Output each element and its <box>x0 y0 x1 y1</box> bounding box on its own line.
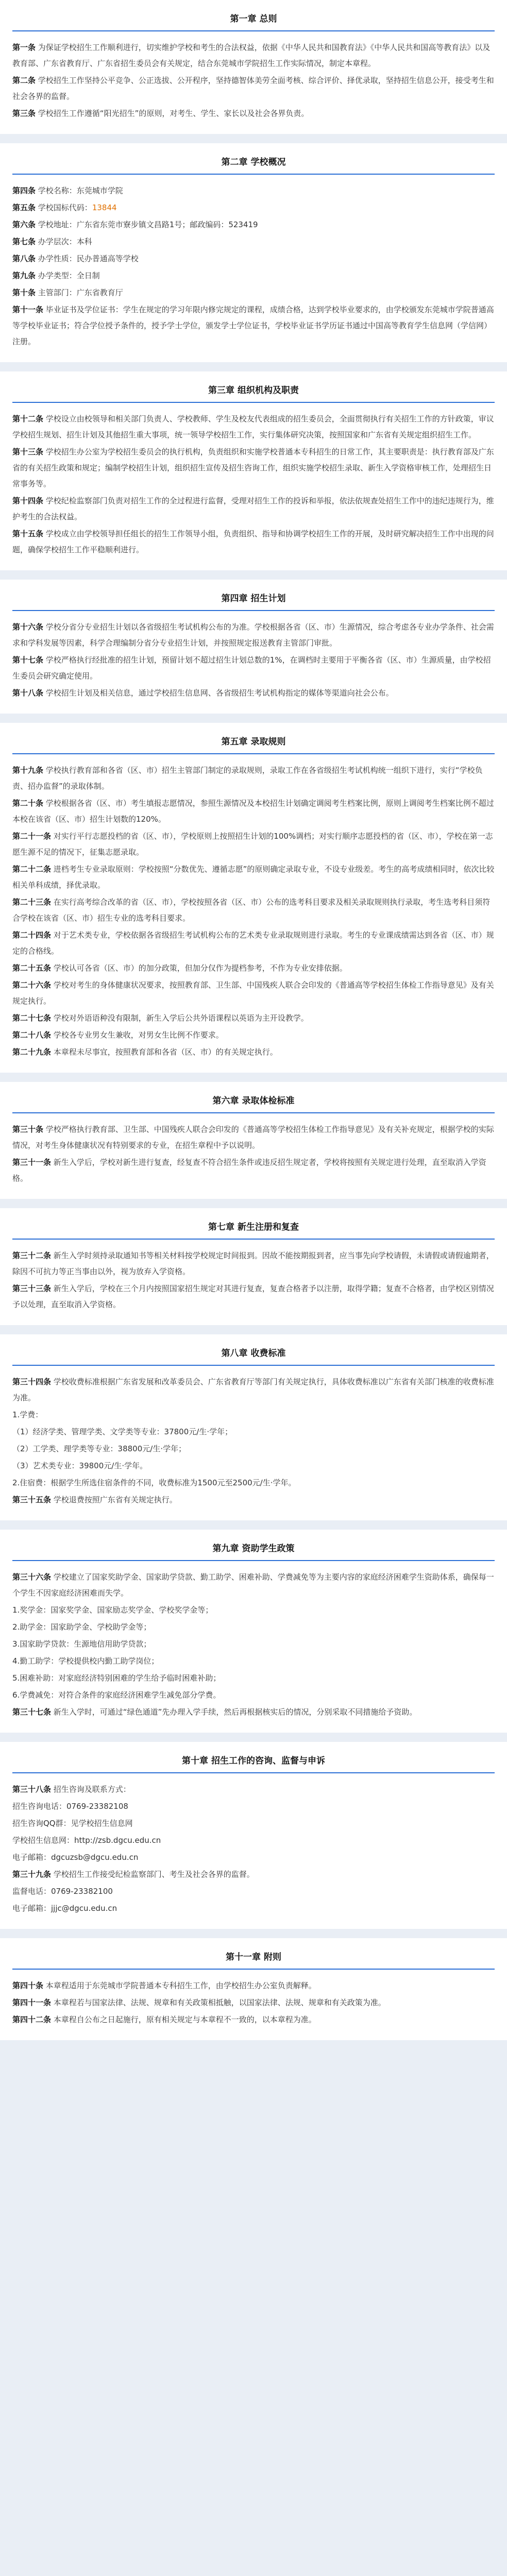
article-paragraph <box>12 1407 495 1423</box>
chapter-header <box>12 580 495 619</box>
article-paragraph <box>12 1569 495 1601</box>
article-paragraph <box>12 1027 495 1043</box>
article-number: 第三十六条 <box>12 1572 52 1582</box>
article-number: 第四十一条 <box>12 1998 52 2007</box>
article-text: （2）工学类、理学类等专业：38800元/生·学年； <box>12 1444 187 1453</box>
article-number: 第二十五条 <box>12 963 52 973</box>
chapter-section <box>0 1082 507 1199</box>
chapter-section <box>0 1742 507 1929</box>
article-paragraph <box>12 828 495 860</box>
article-number: 第七条 <box>12 237 36 246</box>
article-text: 毕业证书及学位证书：学生在规定的学习年限内修完规定的课程，成绩合格，达到学校毕业要求的，由学校颁发东莞城市学院普通高等学校毕业证书；符合学位授予条件的，授予学士学位，颁发学士学位证书，学校毕业证书学历证书通过中国高等教育学生信息网（学信网）注册。 <box>12 305 494 346</box>
article-paragraph <box>12 1978 495 1994</box>
article-number: 第三十二条 <box>12 1251 52 1260</box>
article-paragraph <box>12 217 495 233</box>
article-text: 5.困难补助：对家庭经济特别困难的学生给予临时困难补助； <box>12 1673 221 1683</box>
article-paragraph <box>12 1704 495 1720</box>
article-text: 招生咨询电话：0769-23382108 <box>12 1802 128 1811</box>
article-text: 学校名称：东莞城市学院 <box>38 186 123 195</box>
article-text: 4.勤工助学：学校提供校内勤工助学岗位； <box>12 1656 159 1666</box>
article-paragraph <box>12 1155 495 1187</box>
article-paragraph <box>12 1867 495 1883</box>
chapter-section <box>0 1938 507 2040</box>
chapter-header <box>12 0 495 40</box>
article-paragraph <box>12 2012 495 2028</box>
article-number: 第八条 <box>12 254 36 263</box>
chapter-divider <box>12 174 495 175</box>
article-paragraph <box>12 268 495 284</box>
article-number: 第十条 <box>12 288 36 297</box>
article-paragraph <box>12 40 495 72</box>
article-text: 1.学费： <box>12 1410 43 1419</box>
chapter-header <box>12 1742 495 1782</box>
article-text: 办学性质：民办普通高等学校 <box>38 254 139 263</box>
article-number: 第三十条 <box>12 1125 44 1134</box>
article-number: 第十二条 <box>12 414 44 423</box>
chapter-section <box>0 1334 507 1520</box>
article-paragraph <box>12 1833 495 1849</box>
article-paragraph <box>12 861 495 893</box>
article-text: 进档考生专业录取原则：学校按照“分数优先、遵循志愿”的原则确定录取专业，不设专业级差。考生的高考成绩相同时，依次比较相关单科成绩，择优录取。 <box>12 865 495 890</box>
article-paragraph <box>12 493 495 525</box>
article-paragraph <box>12 1281 495 1313</box>
article-paragraph <box>12 1884 495 1900</box>
article-number: 第三十一条 <box>12 1158 52 1167</box>
article-text: 学校严格执行教育部、卫生部、中国残疾人联合会印发的《普通高等学校招生体检工作指导意见》及有关补充规定，根据学校的实际情况，对考生身体健康状况有特别要求的专业，在招生章程中予以说明。 <box>12 1125 494 1150</box>
article-paragraph <box>12 1475 495 1491</box>
article-text: 1.奖学金：国家奖学金、国家励志奖学金、学校奖学金等； <box>12 1605 213 1615</box>
article-paragraph <box>12 1010 495 1026</box>
article-text: 电子邮箱：jjjc@dgcu.edu.cn <box>12 1904 117 1913</box>
article-number: 第二十条 <box>12 799 44 808</box>
article-paragraph <box>12 285 495 301</box>
article-text: 学校各专业男女生兼收，对男女生比例不作要求。 <box>53 1030 224 1040</box>
article-paragraph <box>12 1782 495 1798</box>
article-text: 学校对考生的身体健康状况要求，按照教育部、卫生部、中国残疾人联合会印发的《普通高等学校招生体检工作指导意见》及有关规定执行。 <box>12 980 494 1006</box>
article-text: 新生入学后，学校对新生进行复查，经复查不符合招生条件或违反招生规定者，学校将按照有关规定进行处理，直至取消入学资格。 <box>12 1158 486 1183</box>
article-number: 第二十二条 <box>12 865 52 874</box>
article-paragraph <box>12 526 495 558</box>
article-text: 3.国家助学贷款：生源地信用助学贷款； <box>12 1639 151 1649</box>
article-text: 新生入学后，学校在三个月内按照国家招生规定对其进行复查，复查合格者予以注册，取得学籍；复查不合格者，由学校区别情况予以处理，直至取消入学资格。 <box>12 1284 494 1309</box>
article-number: 第二条 <box>12 76 36 85</box>
chapter-header <box>12 1082 495 1122</box>
article-number: 第三十五条 <box>12 1495 52 1504</box>
article-text: 在实行高考综合改革的省（区、市），学校按照各省（区、市）公布的选考科目要求及相关录取规则执行录取，考生选考科目须符合学校在该省（区、市）招生专业的选考科目要求。 <box>12 897 491 923</box>
article-paragraph <box>12 411 495 443</box>
article-text: 为保证学校招生工作顺利进行，切实维护学校和考生的合法权益，依据《中华人民共和国教育法》《中华人民共和国高等教育法》以及教育部、广东省教育厅、广东省招生委员会有关规定，结合东莞城市学院招生工作实际情况，制定本章程。 <box>12 43 491 68</box>
article-text: 学校设立由校领导和相关部门负责人、学校教师、学生及校友代表组成的招生委员会，全面贯彻执行有关招生工作的方针政策，审议学校招生规划、招生计划及其他招生重大事项，统一领导学校招生工作，实行集体研究决策，按照国家和广东省有关规定组织招生工作。 <box>12 414 494 439</box>
article-paragraph <box>12 73 495 105</box>
article-number: 第三十七条 <box>12 1707 52 1717</box>
article-text: 监督电话：0769-23382100 <box>12 1887 113 1896</box>
chapter-divider <box>12 1239 495 1240</box>
chapter-section <box>0 723 507 1073</box>
chapter-header <box>12 723 495 762</box>
chapter-title: 第十一章 附则 <box>226 1952 281 1962</box>
chapter-header <box>12 143 495 183</box>
article-text: 本章程适用于东莞城市学院普通本专科招生工作，由学校招生办公室负责解释。 <box>45 1981 316 1990</box>
article-paragraph <box>12 183 495 199</box>
chapter-title: 第三章 组织机构及职责 <box>208 385 299 396</box>
article-text: 对于艺术类专业，学校依据各省级招生考试机构公布的艺术类专业录取规则进行录取。考生的专业课成绩需达到各省（区、市）规定的合格线。 <box>12 930 494 956</box>
article-paragraph <box>12 1901 495 1917</box>
article-paragraph <box>12 1653 495 1669</box>
chapter-divider <box>12 402 495 403</box>
article-paragraph <box>12 251 495 267</box>
chapter-divider <box>12 1112 495 1113</box>
article-text: （3）艺术类专业：39800元/生·学年。 <box>12 1461 148 1470</box>
article-number: 第九条 <box>12 271 36 280</box>
chapter-title: 第四章 招生计划 <box>221 594 286 604</box>
article-text: 学校严格执行经批准的招生计划，预留计划不超过招生计划总数的1%，在调档时主要用于平衡各省（区、市）生源质量，由学校招生委员会研究确定使用。 <box>12 655 491 681</box>
article-paragraph <box>12 762 495 794</box>
chapter-section <box>0 371 507 570</box>
article-text: 学校招生信息网：http://zsb.dgcu.edu.cn <box>12 1836 161 1845</box>
article-number: 第十七条 <box>12 655 44 665</box>
article-text: 6.学费减免：对符合条件的家庭经济困难学生减免部分学费。 <box>12 1690 221 1700</box>
article-text: 学校根据各省（区、市）考生填报志愿情况，参照生源情况及本校招生计划确定调阅考生档案比例，原则上调阅考生档案比例不超过本校在该省（区、市）招生计划数的120%。 <box>12 799 494 824</box>
article-text: 主管部门：广东省教育厅 <box>38 288 123 297</box>
article-text: 办学层次：本科 <box>38 237 92 246</box>
article-text: 学校成立由学校领导担任组长的招生工作领导小组，负责组织、指导和协调学校招生工作的开展，及时研究解决招生工作中出现的问题，确保学校招生工作平稳顺利进行。 <box>12 529 494 554</box>
article-text: 学校认可各省（区、市）的加分政策，但加分仅作为提档参考，不作为专业安排依据。 <box>53 963 347 973</box>
article-number: 第十六条 <box>12 622 44 632</box>
article-text: 2.助学金：国家助学金、学校助学金等； <box>12 1622 151 1632</box>
article-paragraph <box>12 302 495 350</box>
chapter-divider <box>12 753 495 754</box>
article-paragraph <box>12 1995 495 2011</box>
article-number: 第二十三条 <box>12 897 52 907</box>
chapter-header <box>12 1938 495 1978</box>
article-text: （1）经济学类、管理学类、文学类等专业：37800元/生·学年； <box>12 1427 233 1436</box>
article-text: 对实行平行志愿投档的省（区、市），学校原则上按照招生计划的100%调档；对实行顺序志愿投档的省（区、市），学校在第一志愿生源不足的情况下，征集志愿录取。 <box>12 832 493 857</box>
chapter-header <box>12 1334 495 1374</box>
article-paragraph <box>12 1602 495 1618</box>
article-paragraph <box>12 685 495 701</box>
chapter-title: 第九章 资助学生政策 <box>212 1544 295 1554</box>
article-paragraph <box>12 1441 495 1457</box>
article-text: 招生咨询及联系方式： <box>53 1785 131 1794</box>
chapter-title: 第五章 录取规则 <box>221 737 286 747</box>
article-paragraph <box>12 234 495 250</box>
article-text: 新生入学时须持录取通知书等相关材料按学校规定时间报到。因故不能按期报到者，应当事先向学校请假，未请假或请假逾期者，除因不可抗力等正当事由以外，视为放弃入学资格。 <box>12 1251 494 1276</box>
chapter-title: 第六章 录取体检标准 <box>212 1096 295 1106</box>
article-text: 本章程未尽事宜，按照教育部和各省（区、市）的有关规定执行。 <box>53 1047 278 1057</box>
article-paragraph <box>12 1687 495 1703</box>
article-paragraph <box>12 1670 495 1686</box>
article-number: 第二十六条 <box>12 980 52 990</box>
article-paragraph <box>12 977 495 1009</box>
article-text: 电子邮箱：dgcuzsb@dgcu.edu.cn <box>12 1853 139 1862</box>
chapter-title: 第八章 收费标准 <box>221 1348 286 1359</box>
article-paragraph <box>12 1424 495 1440</box>
article-text: 学校纪检监察部门负责对招生工作的全过程进行监督，受理对招生工作的投诉和举报，依法依规查处招生工作中的违纪违规行为，维护考生的合法权益。 <box>12 496 494 521</box>
article-number: 第三十九条 <box>12 1870 52 1879</box>
article-text: 学校地址：广东省东莞市寮步镇文昌路1号；邮政编码：523419 <box>38 220 258 229</box>
article-number: 第十五条 <box>12 529 44 538</box>
article-text: 学校建立了国家奖助学金、国家助学贷款、勤工助学、困难补助、学费减免等为主要内容的家庭经济困难学生资助体系，确保每一个学生不因家庭经济困难而失学。 <box>12 1572 494 1598</box>
chapter-title: 第一章 总则 <box>230 14 277 24</box>
article-paragraph <box>12 960 495 976</box>
article-paragraph <box>12 619 495 651</box>
article-number: 第一条 <box>12 43 36 52</box>
article-number: 第二十七条 <box>12 1013 52 1023</box>
article-paragraph <box>12 444 495 492</box>
article-paragraph <box>12 1816 495 1832</box>
article-text: 学校退费按照广东省有关规定执行。 <box>53 1495 177 1504</box>
article-paragraph <box>12 1458 495 1474</box>
chapter-section <box>0 1530 507 1733</box>
chapter-divider <box>12 30 495 31</box>
article-number: 第三条 <box>12 109 36 118</box>
article-paragraph <box>12 894 495 926</box>
chapter-section <box>0 580 507 714</box>
article-number: 第十一条 <box>12 305 44 314</box>
article-text: 学校招生工作接受纪检监察部门、考生及社会各界的监督。 <box>53 1870 255 1879</box>
article-text: 学校招生工作遵循“阳光招生”的原则，对考生、学生、家长以及社会各界负责。 <box>38 109 309 118</box>
chapter-header <box>12 1530 495 1569</box>
article-paragraph <box>12 1636 495 1652</box>
article-number: 第二十四条 <box>12 930 52 940</box>
article-paragraph <box>12 1492 495 1508</box>
article-paragraph <box>12 1044 495 1060</box>
article-number: 第四条 <box>12 186 36 195</box>
chapter-header <box>12 371 495 411</box>
article-number: 第五条 <box>12 203 36 212</box>
article-number: 第四十二条 <box>12 2015 52 2024</box>
article-text: 学校对外语语种没有限制，新生入学后公共外语课程以英语为主开设教学。 <box>53 1013 309 1023</box>
article-text: 2.住宿费：根据学生所选住宿条件的不同，收费标准为1500元至2500元/生·学年。 <box>12 1478 296 1487</box>
article-text: 学校招生办公室为学校招生委员会的执行机构，负责组织和实施学校普通本专科招生的日常工作，其主要职责是：执行教育部及广东省的有关招生政策和规定；编制学校招生计划，组织招生宣传及招生咨询工作，组织实施学校招生录取、新生入学资格审核工作，处理招生日常事务等。 <box>12 447 494 488</box>
article-paragraph <box>12 106 495 122</box>
article-text: 学校招生工作坚持公平竞争、公正选拔、公开程序，坚持德智体美劳全面考核、综合评价、择优录取，坚持招生信息公开，接受考生和社会各界的监督。 <box>12 76 494 101</box>
chapter-divider <box>12 1560 495 1561</box>
article-paragraph <box>12 1122 495 1154</box>
chapter-divider <box>12 1772 495 1773</box>
article-paragraph <box>12 927 495 959</box>
article-number: 第三十四条 <box>12 1377 52 1386</box>
article-number: 第十八条 <box>12 688 44 698</box>
article-text: 学校招生计划及相关信息，通过学校招生信息网、各省级招生考试机构指定的媒体等渠道向社会公布。 <box>45 688 394 698</box>
article-text: 招生咨询QQ群：见学校招生信息网 <box>12 1819 133 1828</box>
article-paragraph <box>12 795 495 827</box>
article-paragraph <box>12 1248 495 1280</box>
article-paragraph <box>12 652 495 684</box>
article-number: 第二十八条 <box>12 1030 52 1040</box>
article-text: 学校国标代码： <box>38 203 92 212</box>
article-number: 第六条 <box>12 220 36 229</box>
article-text: 本章程若与国家法律、法规、规章和有关政策相抵触，以国家法律、法规、规章和有关政策为准。 <box>53 1998 386 2007</box>
chapter-section <box>0 143 507 362</box>
article-text: 本章程自公布之日起施行，原有相关规定与本章程不一致的，以本章程为准。 <box>53 2015 316 2024</box>
chapter-title: 第二章 学校概况 <box>221 157 286 167</box>
chapter-header <box>12 1208 495 1248</box>
article-number: 第二十一条 <box>12 832 52 841</box>
chapter-section <box>0 1208 507 1325</box>
chapter-title: 第七章 新生注册和复查 <box>208 1222 299 1232</box>
article-text: 学校分省分专业招生计划以各省级招生考试机构公布的为准。学校根据各省（区、市）生源情况，综合考虑各专业办学条件、社会需求和学科发展等因素，科学合理编制分省分专业招生计划，并按照规定报送教育主管部门审批。 <box>12 622 494 648</box>
article-number: 第十九条 <box>12 766 44 775</box>
article-number: 第三十八条 <box>12 1785 52 1794</box>
chapter-divider <box>12 1365 495 1366</box>
chapter-divider <box>12 1969 495 1970</box>
article-text: 新生入学时，可通过“绿色通道”先办理入学手续，然后再根据核实后的情况，分别采取不同措施给予资助。 <box>53 1707 417 1717</box>
highlight-text: 13844 <box>92 203 117 212</box>
article-number: 第四十条 <box>12 1981 44 1990</box>
article-paragraph <box>12 1799 495 1815</box>
article-paragraph <box>12 1619 495 1635</box>
article-number: 第十四条 <box>12 496 44 505</box>
article-text: 学校收费标准根据广东省发展和改革委员会、广东省教育厅等部门有关规定执行，具体收费标准以广东省有关部门核准的收费标准为准。 <box>12 1377 494 1402</box>
article-number: 第十三条 <box>12 447 44 456</box>
article-paragraph <box>12 200 495 216</box>
article-number: 第三十三条 <box>12 1284 52 1293</box>
chapter-title: 第十章 招生工作的咨询、监督与申诉 <box>182 1756 325 1766</box>
article-text: 办学类型：全日制 <box>38 271 100 280</box>
article-paragraph <box>12 1850 495 1866</box>
article-number: 第二十九条 <box>12 1047 52 1057</box>
chapter-section <box>0 0 507 134</box>
article-paragraph <box>12 1374 495 1406</box>
article-text: 学校执行教育部和各省（区、市）招生主管部门制定的录取规则，录取工作在各省级招生考试机构统一组织下进行，实行“学校负责、招办监督”的录取体制。 <box>12 766 483 791</box>
chapter-divider <box>12 610 495 611</box>
